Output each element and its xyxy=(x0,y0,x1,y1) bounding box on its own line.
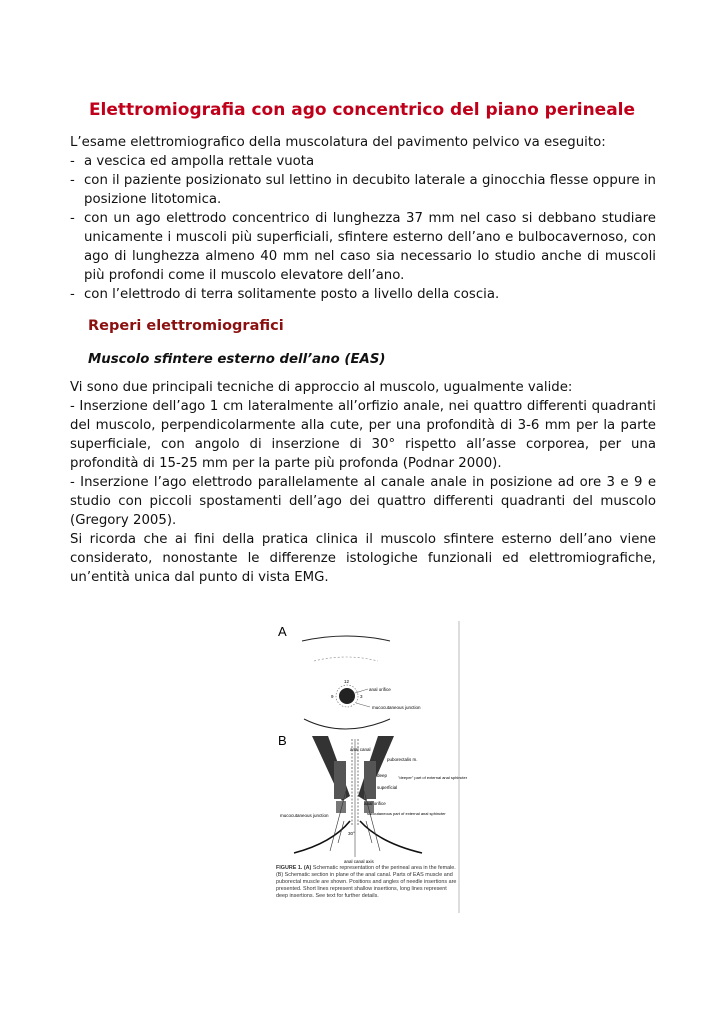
section-heading: Reperi elettromiografici xyxy=(88,318,284,334)
anal-orifice-dot xyxy=(339,688,355,704)
list-item: - con un ago elettrodo concentrico di lunghezza 37 mm nel caso si debbano studiare unicamente i muscoli più superficiali, sfintere esterno dell’ano e bulbocavernoso, con ago di lunghezza almeno 40 mm nel caso sia necessario lo studio anche di muscoli più profondi come il muscolo elevatore dell’ano. xyxy=(70,211,656,283)
skin-right xyxy=(360,821,422,853)
label-3: 3 xyxy=(360,694,363,699)
body-section xyxy=(70,378,656,587)
label-angle: 30° xyxy=(348,831,355,836)
paragraph: Vi sono due principali tecniche di approccio al muscolo, ugualmente valide: xyxy=(70,380,573,395)
label-anal-orifice-a: anal orifice xyxy=(369,687,391,692)
list-item: - a vescica ed ampolla rettale vuota xyxy=(70,154,315,169)
label-deep: deep xyxy=(377,773,388,778)
list-dash: - xyxy=(70,211,75,226)
paragraph: - Inserzione dell’ago 1 cm lateralmente all’orfizio anale, nei quattro differenti quadranti del muscolo, perpendicolarmente alla cute, per una profondità di 3-6 mm per la parte superficiale, con angolo di inserzione di 30° rispetto all’asse corporea, per una profondità di 15-25 mm per la parte più profonda (Podnar 2000). xyxy=(70,399,656,471)
label-subcutaneous: subcutaneous part of external anal sphincter xyxy=(367,811,446,816)
list-item: - con il paziente posizionato sul lettino in decubito laterale a ginocchia flesse oppure in posizione litotomica. xyxy=(70,173,656,207)
label-mucocutaneous-a: mucocutaneous junction xyxy=(372,705,421,710)
caption-label: FIGURE 1. (A) xyxy=(276,865,312,871)
label-12: 12 xyxy=(344,679,350,684)
dashed-arc xyxy=(314,657,378,661)
skin-left xyxy=(294,821,350,853)
anatomy-figure xyxy=(272,621,468,913)
list-item: - con l’elettrodo di terra solitamente posto a livello della coscia. xyxy=(70,287,500,302)
subsection-heading: Muscolo sfintere esterno dell’ano (EAS) xyxy=(88,352,386,367)
label-9: 9 xyxy=(331,694,334,699)
intro-lead: L’esame elettromiografico della muscolatura del pavimento pelvico va eseguito: xyxy=(70,135,606,150)
list-dash: - xyxy=(70,154,75,169)
lower-arc xyxy=(304,719,390,729)
requirements-list xyxy=(70,152,656,304)
sphincter-right-deep xyxy=(364,761,376,799)
upper-arc xyxy=(302,636,390,641)
label-superficial: superficial xyxy=(377,785,398,790)
label-deeper-part: "deeper" part of external anal sphincter xyxy=(398,775,468,780)
sphincter-left-superficial xyxy=(336,801,346,813)
leader xyxy=(356,703,370,707)
label-mucocutaneous-b: mucocutaneous junction xyxy=(280,813,329,818)
caption-text: Schematic representation of the perineal area in the female. (B) Schematic section in plane of the anal canal. Parts of EAS muscle and puborectal muscle are shown. Positions and angles of needle insertions are presented. Short lines represent shallow insertions, long lines represent deep insertions. See text for further details. xyxy=(276,865,457,899)
panel-b-letter: B xyxy=(278,733,287,748)
paragraph: - Inserzione l’ago elettrodo parallelamente al canale anale in posizione ad ore 3 e 9 e studio con piccoli spostamenti dell’ago dei quattro differenti quadranti del muscolo (Gregory 2005). xyxy=(70,475,656,528)
label-anal-orifice-b: anal orifice xyxy=(364,801,386,806)
page-title: Elettromiografia con ago concentrico del piano perineale xyxy=(88,100,636,120)
list-dash: - xyxy=(70,287,75,302)
paragraph: Si ricorda che ai fini della pratica clinica il muscolo sfintere esterno dell’ano viene considerato, nonostante le differenze istologiche funzionali ed elettromiografiche, un’entità unica dal punto di vista EMG. xyxy=(70,532,656,585)
figure-caption xyxy=(276,865,458,900)
panel-a-letter: A xyxy=(278,624,287,639)
sphincter-left-deep xyxy=(334,761,346,799)
label-anal-canal: anal canal xyxy=(350,747,371,752)
label-puborectalis: puborectalis m. xyxy=(387,757,418,762)
label-anal-canal-axis: anal canal axis xyxy=(344,859,374,864)
list-dash: - xyxy=(70,173,75,188)
intro-section xyxy=(70,133,656,304)
